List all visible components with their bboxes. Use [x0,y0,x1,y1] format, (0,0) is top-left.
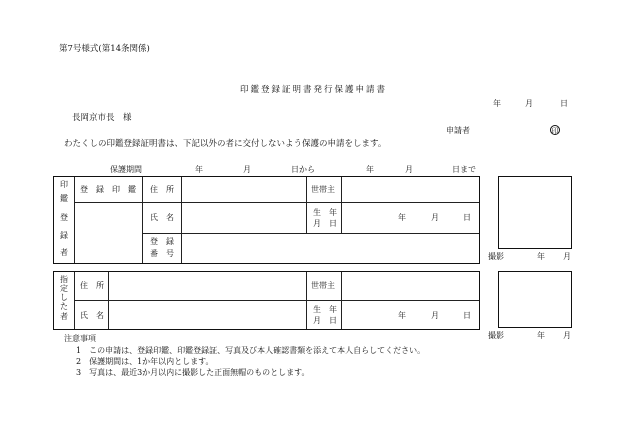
registrant-householder-input[interactable] [344,180,477,200]
photo-year: 年 [537,252,545,261]
date-month-label: 月 [525,99,533,108]
dob-day: 日 [463,213,471,222]
statement: わたくしの印鑑登録証明書は、下記以外の者に交付しないよう保護の申請をします。 [64,139,387,149]
reg-number-label-bottom: 番 号 [150,249,174,258]
reg-number-label-top: 登 録 [150,237,174,246]
name-label: 氏 名 [150,213,174,222]
period-from-month: 月 [243,165,251,174]
applicant-field[interactable] [478,124,544,136]
side-char: 登 [60,213,68,222]
registrant-name-input[interactable] [184,205,304,231]
name-label: 氏 名 [80,311,104,320]
registered-seal-area[interactable] [76,204,140,261]
notes-heading: 注意事項 [64,334,96,343]
dob-label-top: 生 年 [313,305,337,314]
page-title: 印鑑登録証明書発行保護申請書 [240,85,388,95]
side-char: 録 [60,231,68,240]
seal-registration-label: 登 録 印 鑑 [80,185,136,194]
designated-address-input[interactable] [111,275,304,297]
photo-label: 撮影 [488,331,504,340]
protection-period-label: 保護期間 [110,165,142,174]
registration-number-input[interactable] [184,236,477,261]
photo-label: 撮影 [488,252,504,261]
photo-month: 月 [563,252,571,261]
seal-mark: 印 [551,127,559,135]
note-item: 1 この申請は、登録印鑑、印鑑登録証、写真及び本人確認書類を添えて本人自らしてください。 [76,346,426,355]
side-char: し [60,293,68,302]
date-day-label: 日 [560,99,568,108]
side-char: 者 [60,312,68,321]
photo-box [498,271,572,328]
address-label: 住 所 [150,185,174,194]
householder-label: 世帯主 [311,281,335,290]
householder-label: 世帯主 [311,185,335,194]
designated-name-input[interactable] [111,303,304,327]
side-char: 定 [60,284,68,293]
form-number: 第7号様式(第14条関係) [59,44,150,54]
photo-box [498,176,572,249]
period-from-year: 年 [195,165,203,174]
dob-label-bottom: 月 日 [313,316,337,325]
date-year-label: 年 [493,99,501,108]
dob-year: 年 [398,311,406,320]
dob-month: 月 [431,213,439,222]
side-char: た [60,302,68,311]
applicant-label: 申請者 [446,126,470,135]
period-to-day: 日まで [452,165,476,174]
side-char: 印 [60,180,68,189]
note-item: 3 写真は、最近3か月以内に撮影した正面無帽のものとします。 [76,368,310,377]
side-char: 鑑 [60,194,68,203]
period-to-month: 月 [405,165,413,174]
side-char: 者 [60,248,68,257]
period-to-year: 年 [366,165,374,174]
registrant-address-input[interactable] [184,180,304,200]
photo-month: 月 [563,331,571,340]
dob-day: 日 [463,311,471,320]
dob-label-bottom: 月 日 [313,219,337,228]
photo-year: 年 [537,331,545,340]
period-from-day: 日から [291,165,315,174]
designated-householder-input[interactable] [344,275,477,297]
dob-year: 年 [398,213,406,222]
address-label: 住 所 [80,281,104,290]
dob-month: 月 [431,311,439,320]
dob-label-top: 生 年 [313,208,337,217]
addressee: 長岡京市長 様 [72,113,132,123]
note-item: 2 保護期間は、1か年以内とします。 [76,357,214,366]
side-char: 指 [60,275,68,284]
